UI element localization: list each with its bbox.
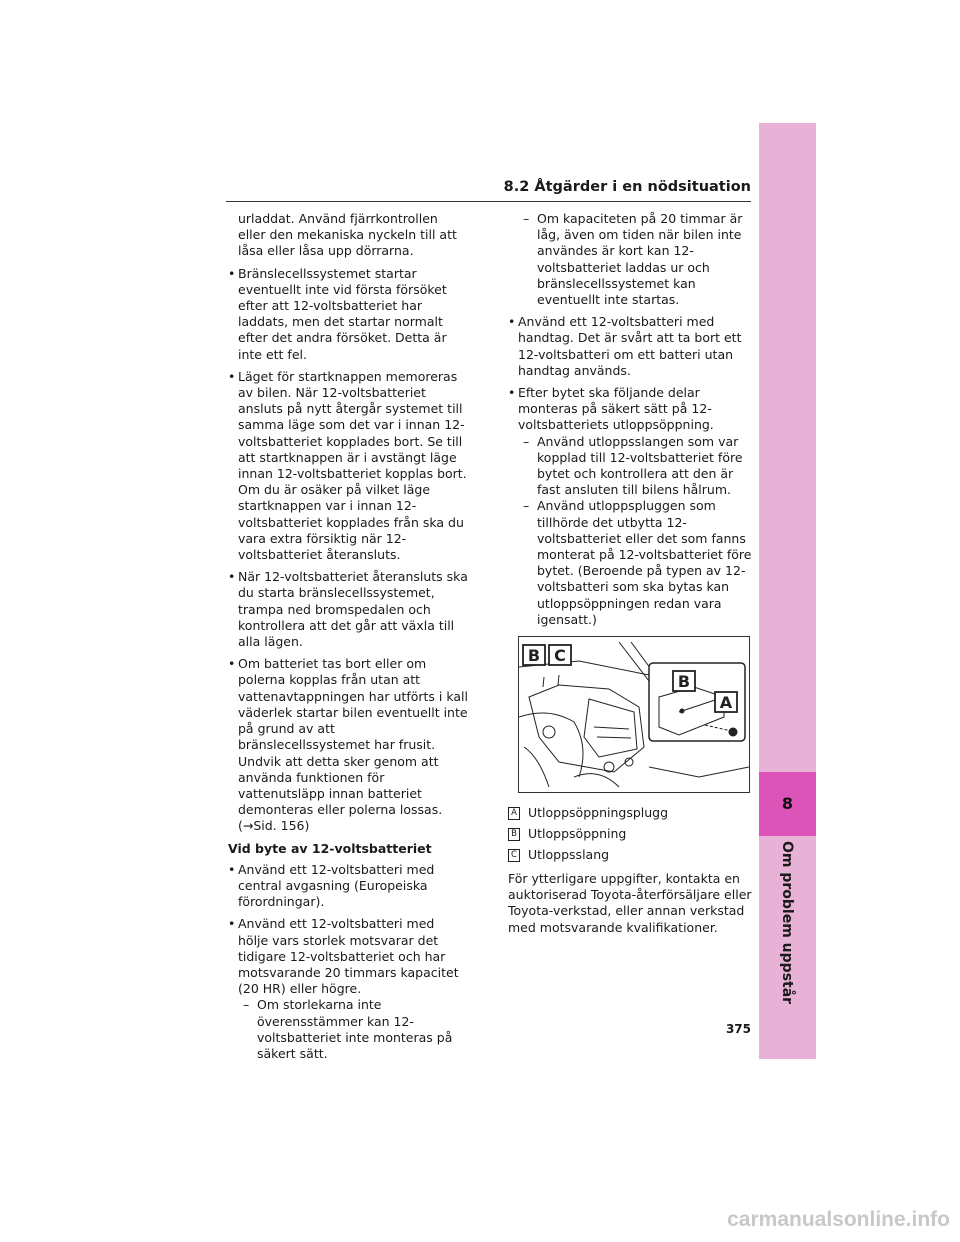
chapter-number: 8 [759,772,816,836]
label-b-inset: B [677,672,691,692]
bullet-after-replacement: • Efter bytet ska följande delar monteras på säkert sätt på 12-voltsbatteriets utloppsöppning. [508,385,752,434]
bullet-restart: • Bränslecellssystemet startar eventuellt inte vid första försöket efter att 12-voltsbatteriet har laddats, men det startar normalt efter det andra försöket. Detta är inte ett fel. [228,266,468,363]
section-header [226,177,751,202]
legend-key-c: C [508,849,520,862]
legend-item-c [508,847,752,867]
legend-item-a [508,805,752,825]
label-c-top: C [554,646,566,666]
page-number: 375 [725,1022,751,1036]
legend-label-a: Utloppsöppningsplugg [528,805,669,821]
watermark: carmanualsonline.info [727,1208,950,1231]
bullet-start-button-memory: • Läget för startknappen memoreras av bilen. När 12-voltsbatteriet ansluts på nytt återgår systemet till samma läge som det var i innan 12-voltsbatteriet kopplades bort. Se till att startknappen är i avstängt läge innan 12-voltsbatteriet kopplas bort. Om du är osäker på vilket läge startknappen var i innan 12-voltsbatteriet kopplades från ska du vara extra försiktig när 12-voltsbatteriet återansluts. [228,369,468,563]
closing-paragraph: För ytterligare uppgifter, kontakta en auktoriserad Toyota-återförsäljare eller Toyota-verkstad, eller annan verkstad med motsvarande kvalifikationer. [508,871,752,935]
dash-outlet-plug: – Använd utloppspluggen som tillhörde det utbytta 12-voltsbatteriet eller det som fanns monterat på 12-voltsbatteriet före bytet. (Beroende på typen av 12-voltsbatteri som ska bytas kan utloppsöppningen redan vara igensatt.) [508,498,752,628]
legend-key-b: B [508,828,520,841]
dash-low-capacity: – Om kapaciteten på 20 timmar är låg, även om tiden när bilen inte användes är kort kan 12-voltsbatteriet laddas ur och bränslecellssystemet kan eventuellt inte startas. [508,211,752,308]
bullet-handle: • Använd ett 12-voltsbatteri med handtag. Det är svårt att ta bort ett 12-voltsbatteri om ett batteri utan handtag används. [508,314,752,379]
chapter-title: Om problem uppstår [779,841,795,1005]
legend-label-c: Utloppsslang [528,847,610,863]
label-a-inset: A [719,693,733,713]
legend-label-b: Utloppsöppning [528,826,627,842]
bullet-cold-weather: • Om batteriet tas bort eller om polerna kopplas från utan att vattenavtappningen har utförts i kall väderlek startar bilen eventuellt inte på grund av att bränslecellssystemet har frusit. Undvik att detta sker genom att använda funktionen för vattenutsläpp innan batteriet demonteras eller polerna lossas. (→Sid. 156) [228,656,468,834]
legend-key-a: A [508,807,520,820]
label-b-top: B [527,646,541,666]
battery-illustration [518,636,750,793]
legend-item-b [508,826,752,846]
right-column [508,211,752,942]
bullet-central-venting: • Använd ett 12-voltsbatteri med central avgasning (Europeiska förordningar). [228,862,468,911]
chapter-tab [759,123,816,1059]
section-title: 8.2 Åtgärder i en nödsituation [503,179,751,195]
section-heading: Vid byte av 12-voltsbatteriet [228,840,432,856]
battery-drawing [519,637,749,792]
paragraph-continuation: urladdat. Använd fjärrkontrollen eller den mekaniska nyckeln till att låsa eller låsa upp dörrarna. [238,211,457,259]
left-column [228,211,468,1062]
dash-outlet-hose: – Använd utloppsslangen som var kopplad till 12-voltsbatteriet före bytet och kontrollera att den är fast ansluten till bilens hålrum. [508,434,752,499]
bullet-housing-size: • Använd ett 12-voltsbatteri med hölje vars storlek motsvarar det tidigare 12-voltsbatteriet och har motsvarande 20 timmars kapacitet (20 HR) eller högre. [228,916,468,997]
bullet-reconnect: • När 12-voltsbatteriet återansluts ska du starta bränslecellssystemet, trampa ned bromspedalen och kontrollera att det går att växla till alla lägen. [228,569,468,650]
dash-size-mismatch: – Om storlekarna inte överensstämmer kan 12-voltsbatteriet inte monteras på säkert sätt. [228,997,468,1062]
